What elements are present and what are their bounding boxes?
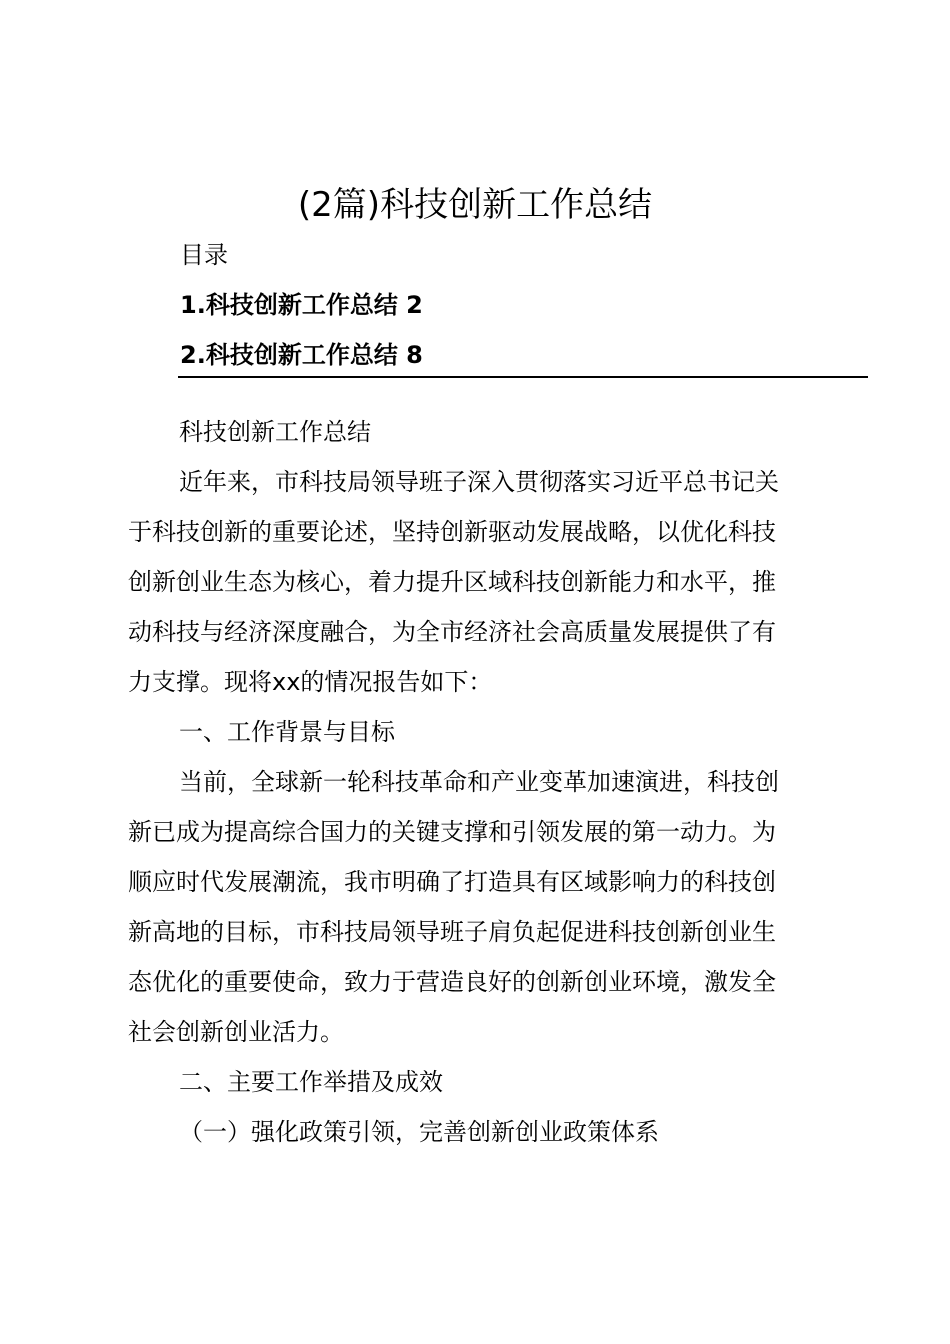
section-title: 科技创新工作总结 <box>179 418 371 446</box>
paragraph-line: 顺应时代发展潮流，我市明确了打造具有区域影响力的科技创 <box>128 868 776 896</box>
document-title: (2篇)科技创新工作总结 <box>297 185 653 225</box>
subheading-line: （一）强化政策引领，完善创新创业政策体系 <box>179 1118 659 1146</box>
toc-divider <box>178 376 868 378</box>
paragraph-line: 力支撑。现将xx的情况报告如下： <box>128 668 493 696</box>
paragraph-line: 近年来，市科技局领导班子深入贯彻落实习近平总书记关 <box>179 468 779 496</box>
paragraph-line: 新高地的目标，市科技局领导班子肩负起促进科技创新创业生 <box>128 918 776 946</box>
toc-item-1[interactable]: 1.科技创新工作总结 2 <box>180 291 423 319</box>
paragraph-line: 创新创业生态为核心，着力提升区域科技创新能力和水平，推 <box>128 568 776 596</box>
heading-line: 二、主要工作举措及成效 <box>179 1068 443 1096</box>
paragraph-line: 动科技与经济深度融合，为全市经济社会高质量发展提供了有 <box>128 618 776 646</box>
paragraph-line: 新已成为提高综合国力的关键支撑和引领发展的第一动力。为 <box>128 818 776 846</box>
document-body <box>128 407 840 1157</box>
paragraph-line: 于科技创新的重要论述，坚持创新驱动发展战略，以优化科技 <box>128 518 776 546</box>
paragraph-line: 社会创新创业活力。 <box>128 1018 344 1046</box>
paragraph-line: 当前，全球新一轮科技革命和产业变革加速演进，科技创 <box>179 768 779 796</box>
heading-line: 一、工作背景与目标 <box>179 718 395 746</box>
toc-item-2[interactable]: 2.科技创新工作总结 8 <box>180 341 423 369</box>
toc-heading: 目录 <box>180 241 228 269</box>
paragraph-line: 态优化的重要使命，致力于营造良好的创新创业环境，激发全 <box>128 968 776 996</box>
